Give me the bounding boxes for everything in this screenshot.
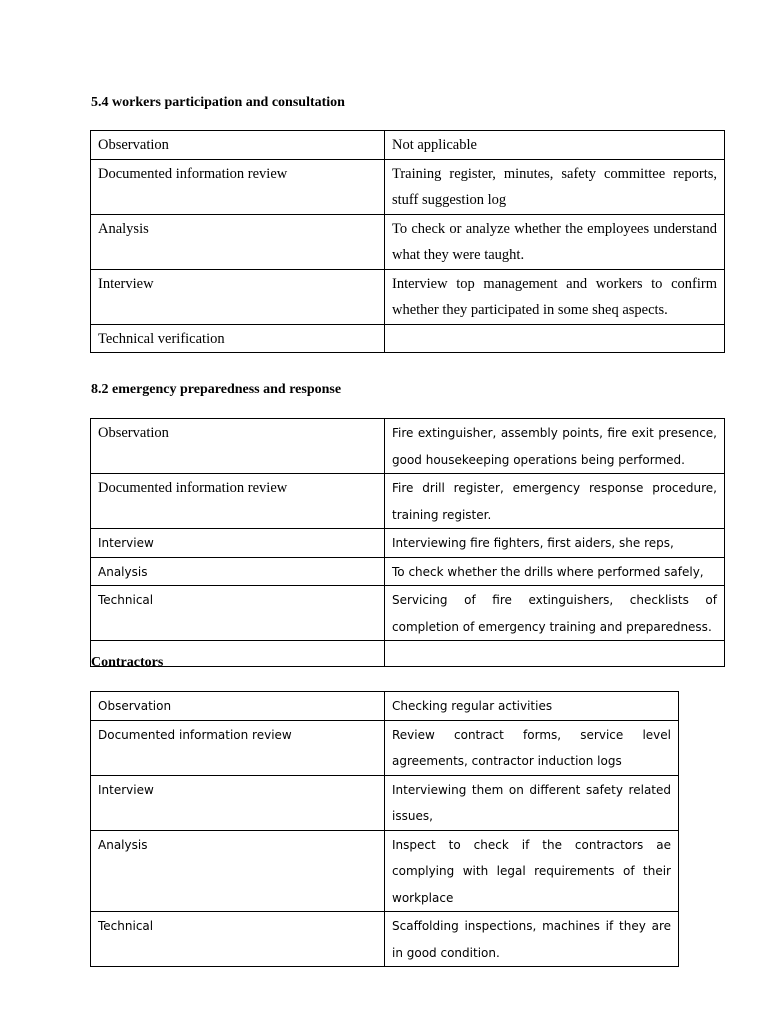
row-value: To check or analyze whether the employees understand what they were taught. — [385, 214, 725, 269]
table-row — [91, 419, 725, 474]
row-value: Scaffolding inspections, machines if they are in good condition. — [385, 912, 679, 967]
row-value — [385, 641, 725, 667]
row-label: Interview — [91, 775, 385, 830]
table-row — [91, 641, 725, 667]
row-value: Interviewing fire fighters, first aiders, she reps, — [385, 529, 725, 558]
row-value: Interviewing them on different safety related issues, — [385, 775, 679, 830]
row-label: Interview — [91, 269, 385, 324]
section-heading-emergency-preparedness: 8.2 emergency preparedness and response — [91, 382, 342, 397]
row-value: Fire extinguisher, assembly points, fire exit presence, good housekeeping operations being performed. — [385, 419, 725, 474]
row-label: Technical — [91, 912, 385, 967]
table-row — [91, 131, 725, 160]
row-value: Interview top management and workers to confirm whether they participated in some sheq aspects. — [385, 269, 725, 324]
emergency-preparedness-table — [90, 418, 725, 667]
row-label: Observation — [91, 692, 385, 721]
table-row — [91, 720, 679, 775]
row-label: Documented information review — [91, 474, 385, 529]
table-row — [91, 692, 679, 721]
row-label: Documented information review — [91, 159, 385, 214]
table-row — [91, 830, 679, 912]
row-label: Observation — [91, 419, 385, 474]
table-row — [91, 586, 725, 641]
row-label: Documented information review — [91, 720, 385, 775]
row-value: Training register, minutes, safety committee reports, stuff suggestion log — [385, 159, 725, 214]
table-row — [91, 269, 725, 324]
table-row — [91, 912, 679, 967]
row-label: Technical — [91, 586, 385, 641]
row-value: Fire drill register, emergency response procedure, training register. — [385, 474, 725, 529]
row-value: Checking regular activities — [385, 692, 679, 721]
table-row — [91, 474, 725, 529]
row-label: Analysis — [91, 557, 385, 586]
table-row — [91, 529, 725, 558]
row-label: Observation — [91, 131, 385, 160]
row-value: Not applicable — [385, 131, 725, 160]
section-heading-workers-participation: 5.4 workers participation and consultation — [91, 95, 345, 110]
table-row — [91, 557, 725, 586]
row-label: Analysis — [91, 830, 385, 912]
row-value: To check whether the drills where performed safely, — [385, 557, 725, 586]
row-value: Servicing of fire extinguishers, checklists of completion of emergency training and preparedness. — [385, 586, 725, 641]
contractors-table — [90, 691, 679, 967]
workers-participation-table — [90, 130, 725, 353]
table-row — [91, 775, 679, 830]
section-heading-contractors: Contractors — [91, 655, 164, 670]
row-value: Inspect to check if the contractors ae complying with legal requirements of their workplace — [385, 830, 679, 912]
row-label: Technical verification — [91, 324, 385, 353]
row-value: Review contract forms, service level agreements, contractor induction logs — [385, 720, 679, 775]
table-row — [91, 214, 725, 269]
table-row — [91, 159, 725, 214]
row-label: Analysis — [91, 214, 385, 269]
table-row — [91, 324, 725, 353]
row-value — [385, 324, 725, 353]
row-label: Interview — [91, 529, 385, 558]
